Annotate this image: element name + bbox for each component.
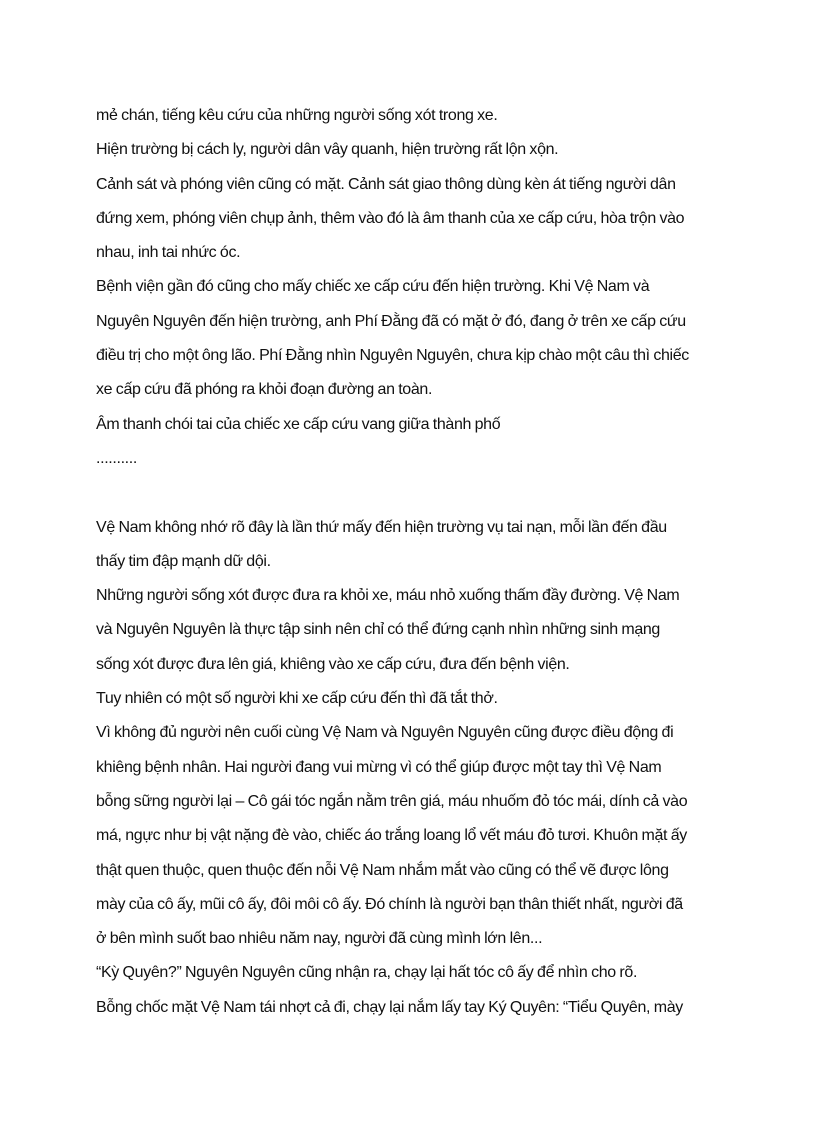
text-line: bỗng sững người lại – Cô gái tóc ngắn nằm trên giá, máu nhuốm đỏ tóc mái, dính cả vào — [96, 792, 688, 810]
text-line: thật quen thuộc, quen thuộc đến nỗi Vệ Nam nhắm mắt vào cũng có thể vẽ được lông — [96, 861, 669, 879]
text-line: nhau, inh tai nhức óc. — [96, 244, 241, 262]
text-line: xe cấp cứu đã phóng ra khỏi đoạn đường an toàn. — [96, 381, 433, 399]
text-line: má, ngực như bị vật nặng đè vào, chiếc áo trắng loang lổ vết máu đỏ tươi. Khuôn mặt ấy — [96, 827, 687, 845]
text-line: “Kỳ Quyên?” Nguyên Nguyên cũng nhận ra, chạy lại hất tóc cô ấy để nhìn cho rõ. — [96, 964, 638, 982]
text-line: mẻ chán, tiếng kêu cứu của những người sống xót trong xe. — [96, 107, 498, 124]
text-line: Nguyên Nguyên đến hiện trường, anh Phí Đằng đã có mặt ở đó, đang ở trên xe cấp cứu — [96, 312, 686, 330]
text-line: và Nguyên Nguyên là thực tập sinh nên chỉ có thể đứng cạnh nhìn những sinh mạng — [96, 621, 660, 639]
text-line: mày của cô ấy, mũi cô ấy, đôi môi cô ấy. Đó chính là người bạn thân thiết nhất, người đã — [96, 895, 683, 913]
text-line: Bệnh viện gần đó cũng cho mấy chiếc xe cấp cứu đến hiện trường. Khi Vệ Nam và — [96, 278, 650, 296]
document-body — [96, 99, 736, 1025]
text-line: Vì không đủ người nên cuối cùng Vệ Nam và Nguyên Nguyên cũng được điều động đi — [96, 724, 674, 742]
text-line: Hiện trường bị cách ly, người dân vây quanh, hiện trường rất lộn xộn. — [96, 141, 559, 159]
text-line: Bỗng chốc mặt Vệ Nam tái nhợt cả đi, chạy lại nắm lấy tay Ký Quyên: “Tiểu Quyên, mày — [96, 998, 683, 1016]
text-line: Những người sống xót được đưa ra khỏi xe, máu nhỏ xuống thấm đầy đường. Vệ Nam — [96, 587, 680, 605]
text-line: Âm thanh chói tai của chiếc xe cấp cứu vang giữa thành phố — [96, 415, 501, 433]
text-line: thấy tim đập mạnh dữ dội. — [96, 552, 271, 570]
text-line: đứng xem, phóng viên chụp ảnh, thêm vào đó là âm thanh của xe cấp cứu, hòa trộn vào — [96, 209, 685, 227]
text-line: ở bên mình suốt bao nhiêu năm nay, người đã cùng mình lớn lên... — [96, 930, 543, 948]
text-line: Tuy nhiên có một số người khi xe cấp cứu đến thì đã tắt thở. — [96, 690, 498, 708]
blank-line — [96, 476, 736, 510]
text-line: khiêng bệnh nhân. Hai người đang vui mừng vì có thể giúp được một tay thì Vệ Nam — [96, 758, 662, 776]
text-line: điều trị cho một ông lão. Phí Đằng nhìn Nguyên Nguyên, chưa kịp chào một câu thì chiếc — [96, 347, 689, 365]
text-line: .......... — [96, 449, 137, 467]
text-line: Vệ Nam không nhớ rõ đây là lần thứ mấy đến hiện trường vụ tai nạn, mỗi lần đến đầu — [96, 518, 667, 536]
text-line: sống xót được đưa lên giá, khiêng vào xe cấp cứu, đưa đến bệnh viện. — [96, 655, 570, 673]
text-line: Cảnh sát và phóng viên cũng có mặt. Cảnh sát giao thông dùng kèn át tiếng người dân — [96, 175, 676, 193]
